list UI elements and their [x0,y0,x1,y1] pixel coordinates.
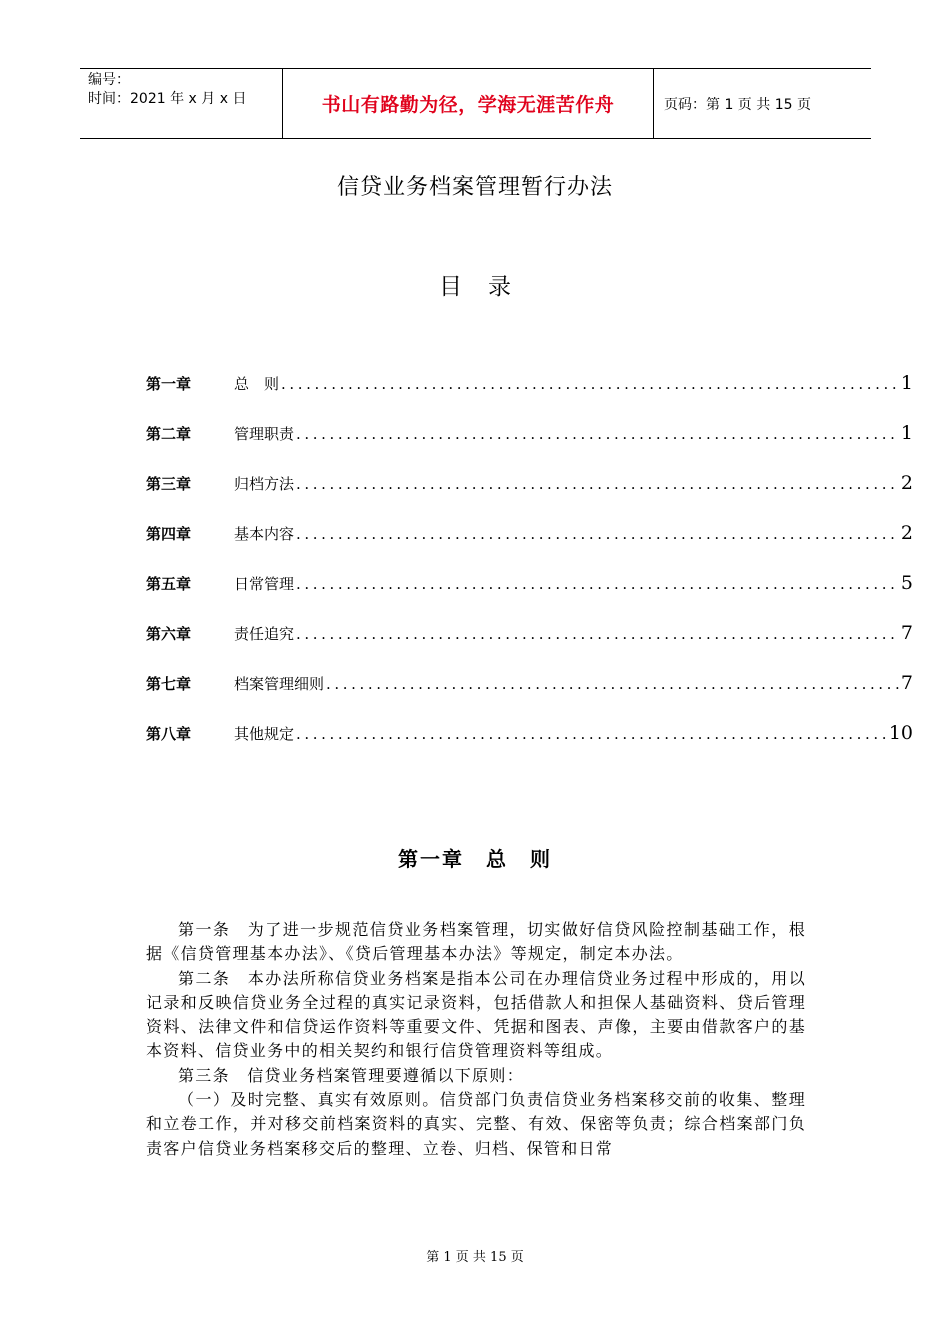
date-label: 时间：2021 年 x 月 x 日 [88,91,247,107]
toc-chapter-name: 其他规定 [234,725,295,743]
toc-entry[interactable] [146,722,913,772]
toc-leader-dots [296,725,887,743]
header-meta [80,69,282,138]
toc-page-number: 10 [888,722,913,744]
toc-page-number: 7 [900,622,913,644]
toc-chapter-name: 总 则 [234,375,280,393]
toc-leader-dots [296,575,899,593]
toc-leader-dots [296,525,899,543]
toc-chapter-number: 第六章 [146,625,192,643]
toc-entry[interactable] [146,672,913,722]
toc-chapter-number: 第七章 [146,675,192,693]
paragraph: 第一条 为了进一步规范信贷业务档案管理，切实做好信贷风险控制基础工作，根据《信贷管理基本办法》、《贷后管理基本办法》等规定，制定本办法。 [146,920,806,964]
toc-chapter-name: 日常管理 [234,575,295,593]
toc-entry[interactable] [146,622,913,672]
toc-chapter-number: 第二章 [146,425,192,443]
page-footer: 第 1 页 共 15 页 [426,1250,524,1265]
paragraph: 第二条 本办法所称信贷业务档案是指本公司在办理信贷业务过程中形成的，用以记录和反映信贷业务全过程的真实记录资料，包括借款人和担保人基础资料、贷后管理资料、法律文件和信贷运作资料等重要文件、凭据和图表、声像，主要由借款客户的基本资料、信贷业务中的相关契约和银行信贷管理资料等组成。 [146,968,806,1061]
toc-chapter-name: 基本内容 [234,525,295,543]
toc-leader-dots [296,625,899,643]
toc-chapter-number: 第八章 [146,725,192,743]
toc-chapter-number: 第五章 [146,575,192,593]
toc-chapter-name: 责任追究 [234,625,295,643]
paragraph: （一）及时完整、真实有效原则。信贷部门负责信贷业务档案移交前的收集、整理和立卷工作，并对移交前档案资料的真实、完整、有效、保密等负责；综合档案部门负责客户信贷业务档案移交后的整理、立卷、归档、保管和日常 [146,1090,806,1158]
toc-page-number: 1 [900,422,913,444]
toc-entry[interactable] [146,422,913,472]
table-of-contents [146,372,913,772]
toc-page-number: 5 [900,572,913,594]
toc-page-number: 7 [900,672,913,694]
toc-page-number: 1 [900,372,913,394]
toc-leader-dots [296,475,899,493]
toc-chapter-number: 第四章 [146,525,192,543]
toc-heading: 目录 [439,274,537,300]
toc-leader-dots [281,375,899,393]
number-label: 编号： [88,72,130,88]
toc-leader-dots [296,425,899,443]
toc-chapter-number: 第一章 [146,375,192,393]
chapter-heading: 第一章 总 则 [398,847,552,871]
paragraph: 第三条 信贷业务档案管理要遵循以下原则： [178,1065,525,1085]
toc-page-number: 2 [900,522,913,544]
toc-entry[interactable] [146,572,913,622]
toc-entry[interactable] [146,522,913,572]
toc-chapter-name: 管理职责 [234,425,295,443]
toc-entry[interactable] [146,372,913,422]
header-table [80,68,871,139]
document-title: 信贷业务档案管理暂行办法 [336,175,613,200]
header-motto: 书山有路勤为径，学海无涯苦作舟 [282,69,654,138]
toc-chapter-name: 归档方法 [234,475,295,493]
body-text [146,918,806,1161]
toc-entry[interactable] [146,472,913,522]
header-page-info: 页码：第 1 页 共 15 页 [664,96,811,113]
toc-chapter-name: 档案管理细则 [234,675,325,693]
toc-leader-dots [326,675,899,693]
toc-page-number: 2 [900,472,913,494]
toc-chapter-number: 第三章 [146,475,192,493]
